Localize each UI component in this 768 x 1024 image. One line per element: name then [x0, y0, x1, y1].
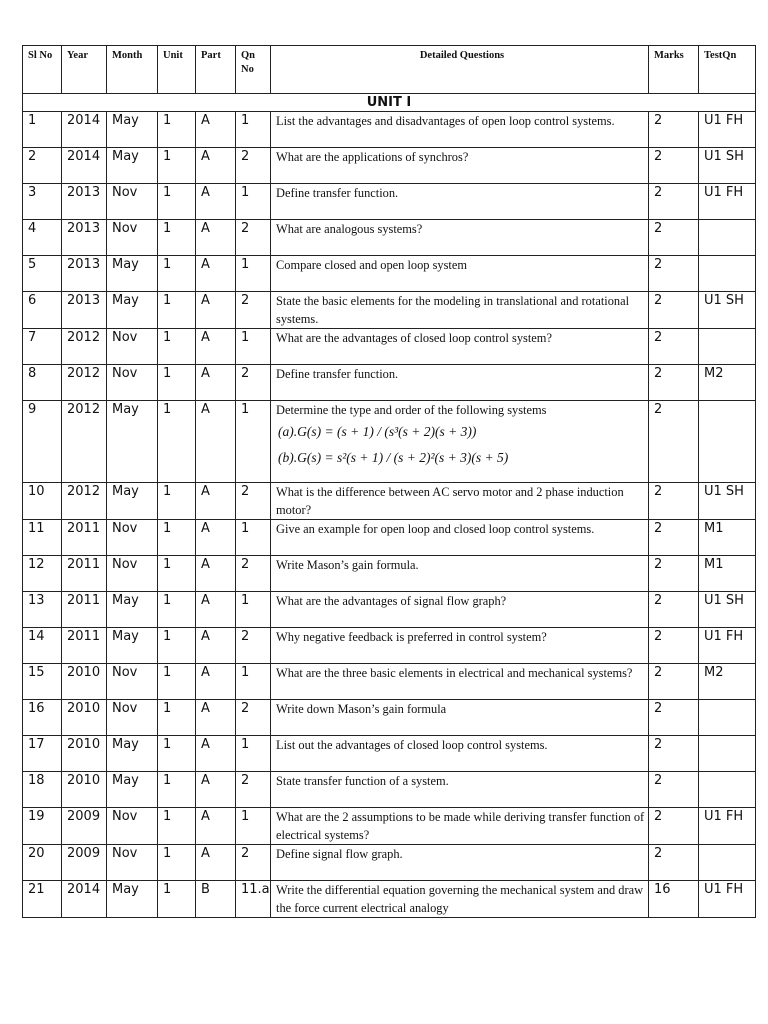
cell-year: 2013: [62, 220, 107, 256]
cell-unit: 1: [158, 365, 196, 401]
cell-year: 2010: [62, 700, 107, 736]
cell-qn-no: 2: [236, 628, 271, 664]
unit-title: UNIT I: [23, 94, 756, 112]
cell-question: State transfer function of a system.: [271, 772, 649, 808]
table-row: [23, 112, 756, 148]
cell-part: A: [196, 808, 236, 845]
cell-testqn: [699, 736, 756, 772]
table-row: [23, 808, 756, 845]
cell-sl-no: 7: [23, 329, 62, 365]
cell-unit: 1: [158, 628, 196, 664]
cell-qn-no: 1: [236, 808, 271, 845]
cell-year: 2011: [62, 628, 107, 664]
cell-year: 2011: [62, 592, 107, 628]
cell-unit: 1: [158, 881, 196, 918]
cell-marks: 2: [649, 184, 699, 220]
cell-unit: 1: [158, 329, 196, 365]
cell-marks: 2: [649, 700, 699, 736]
cell-qn-no: 1: [236, 329, 271, 365]
formula-a: (a).G(s) = (s + 1) / (s³(s + 2)(s + 3)): [278, 424, 477, 439]
cell-qn-no: 1: [236, 401, 271, 483]
header-year: Year: [62, 46, 107, 94]
cell-question: Compare closed and open loop system: [271, 256, 649, 292]
cell-part: A: [196, 700, 236, 736]
cell-qn-no: 2: [236, 483, 271, 520]
cell-unit: 1: [158, 184, 196, 220]
cell-question: What are the advantages of signal flow graph?: [271, 592, 649, 628]
cell-marks: 2: [649, 365, 699, 401]
cell-testqn: M2: [699, 365, 756, 401]
cell-month: May: [107, 736, 158, 772]
cell-marks: 2: [649, 112, 699, 148]
table-row: [23, 556, 756, 592]
cell-part: A: [196, 292, 236, 329]
cell-qn-no: 2: [236, 772, 271, 808]
cell-sl-no: 13: [23, 592, 62, 628]
cell-unit: 1: [158, 292, 196, 329]
cell-part: A: [196, 256, 236, 292]
cell-year: 2009: [62, 808, 107, 845]
cell-testqn: M1: [699, 556, 756, 592]
cell-question: What are analogous systems?: [271, 220, 649, 256]
cell-unit: 1: [158, 401, 196, 483]
table-row: [23, 736, 756, 772]
cell-question: State the basic elements for the modeling in translational and rotational systems.: [271, 292, 649, 329]
cell-part: A: [196, 220, 236, 256]
cell-question: Give an example for open loop and closed loop control systems.: [271, 520, 649, 556]
table-row: [23, 483, 756, 520]
cell-part: A: [196, 845, 236, 881]
cell-testqn: U1 FH: [699, 112, 756, 148]
cell-marks: 2: [649, 664, 699, 700]
cell-month: May: [107, 112, 158, 148]
header-sl-no: Sl No: [23, 46, 62, 94]
header-marks: Marks: [649, 46, 699, 94]
cell-unit: 1: [158, 845, 196, 881]
cell-month: Nov: [107, 520, 158, 556]
cell-part: A: [196, 401, 236, 483]
cell-testqn: U1 FH: [699, 808, 756, 845]
cell-qn-no: 1: [236, 112, 271, 148]
table-row: [23, 772, 756, 808]
cell-testqn: U1 SH: [699, 292, 756, 329]
table-row: [23, 628, 756, 664]
cell-part: A: [196, 483, 236, 520]
cell-unit: 1: [158, 736, 196, 772]
cell-unit: 1: [158, 772, 196, 808]
cell-sl-no: 10: [23, 483, 62, 520]
cell-question: What are the applications of synchros?: [271, 148, 649, 184]
cell-sl-no: 12: [23, 556, 62, 592]
cell-qn-no: 2: [236, 148, 271, 184]
header-row: [23, 46, 756, 94]
table-row: [23, 365, 756, 401]
table-row: [23, 256, 756, 292]
cell-marks: 16: [649, 881, 699, 918]
cell-marks: 2: [649, 628, 699, 664]
cell-testqn: U1 FH: [699, 628, 756, 664]
cell-month: May: [107, 401, 158, 483]
cell-testqn: U1 SH: [699, 483, 756, 520]
cell-unit: 1: [158, 556, 196, 592]
cell-month: Nov: [107, 845, 158, 881]
header-unit: Unit: [158, 46, 196, 94]
cell-question: What is the difference between AC servo motor and 2 phase induction motor?: [271, 483, 649, 520]
cell-part: A: [196, 592, 236, 628]
table-row: [23, 220, 756, 256]
table-row: [23, 148, 756, 184]
cell-part: A: [196, 365, 236, 401]
cell-qn-no: 1: [236, 184, 271, 220]
cell-year: 2013: [62, 184, 107, 220]
cell-unit: 1: [158, 808, 196, 845]
question-bank-table: [22, 45, 756, 918]
header-testqn: TestQn: [699, 46, 756, 94]
cell-sl-no: 3: [23, 184, 62, 220]
cell-testqn: [699, 256, 756, 292]
cell-qn-no: 2: [236, 700, 271, 736]
cell-sl-no: 9: [23, 401, 62, 483]
cell-question: Define transfer function.: [271, 365, 649, 401]
cell-testqn: U1 FH: [699, 881, 756, 918]
cell-testqn: [699, 329, 756, 365]
cell-year: 2009: [62, 845, 107, 881]
cell-marks: 2: [649, 329, 699, 365]
table-row: [23, 592, 756, 628]
cell-marks: 2: [649, 772, 699, 808]
cell-year: 2012: [62, 401, 107, 483]
cell-month: May: [107, 148, 158, 184]
cell-marks: 2: [649, 556, 699, 592]
table-row: [23, 329, 756, 365]
cell-testqn: [699, 220, 756, 256]
cell-sl-no: 17: [23, 736, 62, 772]
cell-unit: 1: [158, 220, 196, 256]
cell-question: List out the advantages of closed loop control systems.: [271, 736, 649, 772]
cell-question: What are the three basic elements in electrical and mechanical systems?: [271, 664, 649, 700]
cell-month: May: [107, 881, 158, 918]
table-row: [23, 881, 756, 918]
cell-month: Nov: [107, 365, 158, 401]
question-text: Determine the type and order of the following systems: [276, 403, 547, 417]
cell-question: Write down Mason’s gain formula: [271, 700, 649, 736]
cell-month: Nov: [107, 664, 158, 700]
cell-month: May: [107, 483, 158, 520]
cell-month: May: [107, 292, 158, 329]
cell-marks: 2: [649, 483, 699, 520]
cell-month: Nov: [107, 220, 158, 256]
cell-year: 2012: [62, 365, 107, 401]
cell-marks: 2: [649, 592, 699, 628]
cell-year: 2011: [62, 520, 107, 556]
cell-marks: 2: [649, 520, 699, 556]
cell-unit: 1: [158, 148, 196, 184]
cell-question: Why negative feedback is preferred in control system?: [271, 628, 649, 664]
cell-sl-no: 6: [23, 292, 62, 329]
header-qn-no: Qn No: [236, 46, 271, 94]
cell-month: May: [107, 772, 158, 808]
table-row: [23, 845, 756, 881]
cell-part: A: [196, 664, 236, 700]
cell-sl-no: 4: [23, 220, 62, 256]
cell-question: What are the 2 assumptions to be made while deriving transfer function of electrical systems?: [271, 808, 649, 845]
cell-testqn: U1 SH: [699, 592, 756, 628]
cell-month: May: [107, 628, 158, 664]
cell-sl-no: 2: [23, 148, 62, 184]
header-detailed-questions: Detailed Questions: [271, 46, 649, 94]
cell-year: 2010: [62, 772, 107, 808]
table-row: [23, 184, 756, 220]
cell-sl-no: 21: [23, 881, 62, 918]
cell-sl-no: 14: [23, 628, 62, 664]
cell-qn-no: 1: [236, 592, 271, 628]
cell-month: Nov: [107, 700, 158, 736]
table-row: [23, 401, 756, 483]
header-month: Month: [107, 46, 158, 94]
cell-part: A: [196, 329, 236, 365]
cell-qn-no: 11.a: [236, 881, 271, 918]
cell-marks: 2: [649, 808, 699, 845]
cell-month: Nov: [107, 184, 158, 220]
cell-part: A: [196, 736, 236, 772]
cell-testqn: [699, 401, 756, 483]
cell-question: Define transfer function.: [271, 184, 649, 220]
cell-marks: 2: [649, 292, 699, 329]
table-row: [23, 664, 756, 700]
cell-marks: 2: [649, 401, 699, 483]
cell-question: Write the differential equation governing the mechanical system and draw the force current electrical analogy: [271, 881, 649, 918]
cell-testqn: [699, 845, 756, 881]
cell-part: A: [196, 628, 236, 664]
cell-testqn: [699, 772, 756, 808]
cell-year: 2012: [62, 329, 107, 365]
cell-year: 2010: [62, 664, 107, 700]
cell-question: List the advantages and disadvantages of open loop control systems.: [271, 112, 649, 148]
cell-question: Write Mason’s gain formula.: [271, 556, 649, 592]
table-row: [23, 292, 756, 329]
cell-month: May: [107, 256, 158, 292]
cell-sl-no: 16: [23, 700, 62, 736]
cell-year: 2014: [62, 148, 107, 184]
cell-sl-no: 15: [23, 664, 62, 700]
cell-sl-no: 11: [23, 520, 62, 556]
cell-qn-no: 1: [236, 736, 271, 772]
cell-qn-no: 2: [236, 845, 271, 881]
cell-unit: 1: [158, 483, 196, 520]
cell-question: Define signal flow graph.: [271, 845, 649, 881]
cell-qn-no: 1: [236, 256, 271, 292]
cell-sl-no: 20: [23, 845, 62, 881]
formula-b: (b).G(s) = s²(s + 1) / (s + 2)²(s + 3)(s + 5): [278, 450, 509, 465]
cell-year: 2014: [62, 112, 107, 148]
cell-qn-no: 2: [236, 220, 271, 256]
cell-month: Nov: [107, 556, 158, 592]
cell-unit: 1: [158, 256, 196, 292]
table-row: [23, 520, 756, 556]
header-part: Part: [196, 46, 236, 94]
cell-sl-no: 5: [23, 256, 62, 292]
cell-testqn: [699, 700, 756, 736]
cell-month: May: [107, 592, 158, 628]
cell-unit: 1: [158, 520, 196, 556]
cell-marks: 2: [649, 220, 699, 256]
cell-part: A: [196, 520, 236, 556]
cell-marks: 2: [649, 256, 699, 292]
cell-unit: 1: [158, 592, 196, 628]
cell-sl-no: 18: [23, 772, 62, 808]
cell-year: 2014: [62, 881, 107, 918]
cell-testqn: U1 FH: [699, 184, 756, 220]
unit-heading-row: [23, 94, 756, 112]
cell-qn-no: 1: [236, 520, 271, 556]
cell-part: A: [196, 556, 236, 592]
cell-part: A: [196, 772, 236, 808]
cell-sl-no: 1: [23, 112, 62, 148]
cell-month: Nov: [107, 329, 158, 365]
cell-year: 2011: [62, 556, 107, 592]
cell-testqn: M1: [699, 520, 756, 556]
cell-qn-no: 2: [236, 365, 271, 401]
cell-unit: 1: [158, 664, 196, 700]
cell-year: 2013: [62, 256, 107, 292]
cell-marks: 2: [649, 845, 699, 881]
cell-question: [271, 401, 649, 483]
cell-month: Nov: [107, 808, 158, 845]
cell-part: A: [196, 112, 236, 148]
cell-part: B: [196, 881, 236, 918]
cell-marks: 2: [649, 148, 699, 184]
cell-qn-no: 1: [236, 664, 271, 700]
table-row: [23, 700, 756, 736]
cell-sl-no: 19: [23, 808, 62, 845]
cell-marks: 2: [649, 736, 699, 772]
cell-question: What are the advantages of closed loop control system?: [271, 329, 649, 365]
cell-qn-no: 2: [236, 556, 271, 592]
cell-year: 2013: [62, 292, 107, 329]
cell-year: 2012: [62, 483, 107, 520]
cell-unit: 1: [158, 700, 196, 736]
cell-part: A: [196, 184, 236, 220]
cell-testqn: M2: [699, 664, 756, 700]
cell-year: 2010: [62, 736, 107, 772]
cell-sl-no: 8: [23, 365, 62, 401]
cell-part: A: [196, 148, 236, 184]
cell-qn-no: 2: [236, 292, 271, 329]
cell-testqn: U1 SH: [699, 148, 756, 184]
cell-unit: 1: [158, 112, 196, 148]
